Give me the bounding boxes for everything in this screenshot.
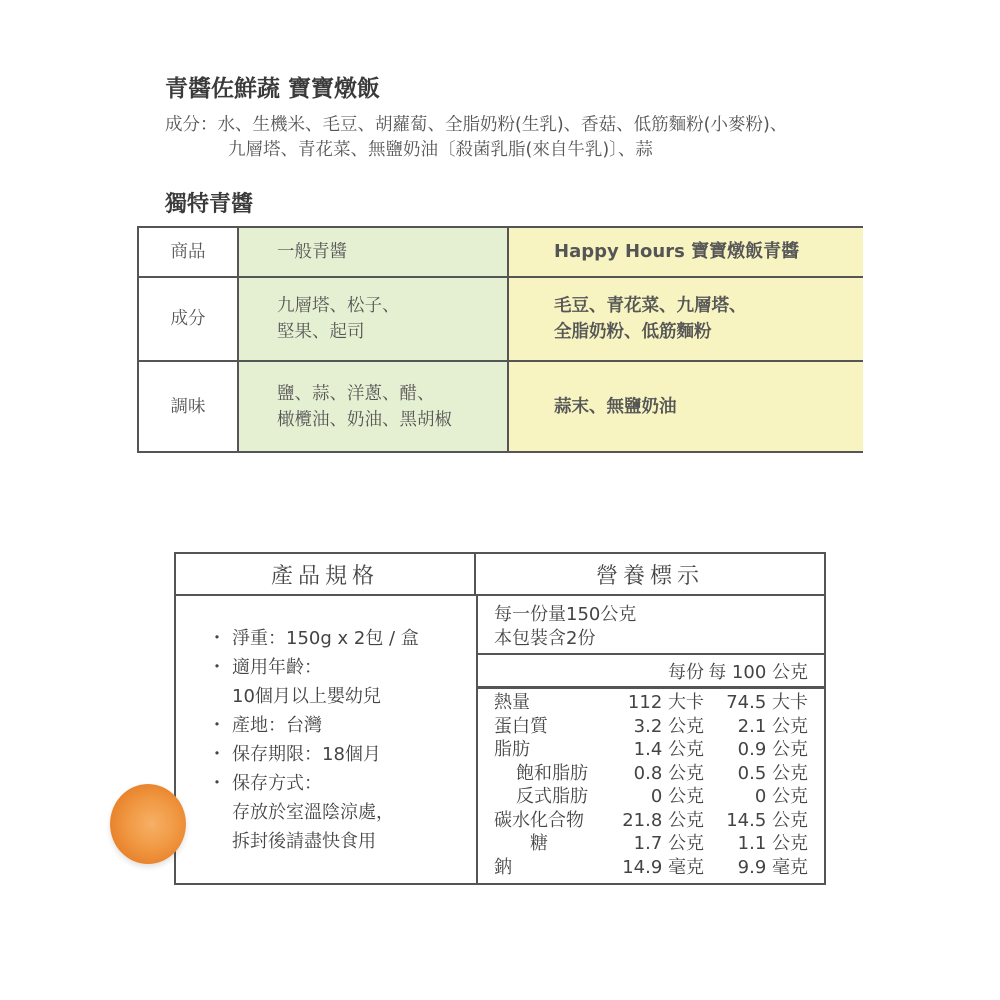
nutrient-name: 熱量	[494, 692, 530, 713]
bullet: ・	[208, 628, 226, 649]
happy-product-line: Happy Hours 寶寶燉飯青醬	[554, 241, 800, 262]
bullet: ・	[208, 773, 226, 794]
nutrition-header: 營養標示	[476, 554, 824, 596]
divider	[478, 653, 824, 655]
happy-ingredients-line: 全脂奶粉、低筋麵粉	[554, 322, 712, 342]
nutrient-value: 1.7 公克	[633, 833, 704, 854]
bullet: ・	[208, 657, 226, 678]
nutrient-value: 0 公克	[650, 786, 704, 807]
general-ingredients-line: 九層塔、松子、	[277, 296, 400, 316]
col-per-100g: 每 100 公克	[708, 662, 808, 683]
general-ingredients	[239, 278, 509, 362]
nutrient-value: 14.9 毫克	[622, 856, 704, 878]
spec-text: 存放於室溫陰涼處，	[232, 802, 394, 823]
general-seasoning	[239, 362, 509, 451]
per-serving-values	[596, 691, 704, 879]
nutrient-value: 14.5 公克	[726, 809, 808, 831]
spec-text: 保存期限：18個月	[232, 744, 381, 765]
nutrient-value: 0.9 公克	[737, 739, 808, 760]
nutrient-name: 鈉	[494, 856, 512, 878]
spec-text: 10個月以上嬰幼兒	[232, 686, 381, 707]
spec-text: 適用年齡：	[232, 657, 322, 678]
nutrient-value: 3.2 公克	[633, 715, 704, 737]
spec-item-shelf-life	[208, 740, 419, 769]
nutrient-names	[494, 691, 588, 879]
serving-size: 每一份量150公克	[494, 604, 637, 625]
general-seasoning-line: 橄欖油、奶油、黑胡椒	[277, 409, 452, 430]
happy-seasoning	[509, 362, 863, 451]
product-title: 青醬佐鮮蔬 寶寶燉飯	[165, 76, 381, 102]
general-product-line: 一般青醬	[277, 242, 347, 262]
spec-text: 保存方式：	[232, 773, 322, 794]
general-ingredients-line: 堅果、起司	[277, 322, 365, 342]
nutrient-name: 糖	[530, 833, 548, 854]
happy-product	[509, 228, 863, 278]
happy-ingredients-line: 毛豆、青花菜、九層塔、	[554, 296, 747, 316]
nutrient-value: 1.1 公克	[737, 833, 808, 854]
specs-list	[208, 624, 419, 856]
comparison-title: 獨特青醬	[165, 192, 254, 217]
happy-ingredients	[509, 278, 863, 362]
bullet: ・	[208, 715, 226, 736]
col-per-serving: 每份	[668, 662, 704, 683]
spec-text: 淨重：150g x 2包 / 盒	[232, 628, 419, 649]
divider-thick	[478, 686, 824, 689]
spec-nutrition-box	[174, 552, 826, 885]
spec-text: 拆封後請盡快食用	[232, 831, 376, 852]
comparison-table	[137, 226, 863, 453]
row-label-product: 商品	[139, 228, 239, 278]
general-seasoning-line: 鹽、蒜、洋蔥、醋、	[277, 383, 435, 404]
happy-seasoning-line: 蒜末、無鹽奶油	[554, 396, 677, 417]
nutrient-value: 112 大卡	[627, 692, 704, 713]
nutrient-value: 0 公克	[754, 786, 808, 807]
nutrient-value: 0.8 公克	[633, 762, 704, 784]
general-product	[239, 228, 509, 278]
servings-per-pack: 本包裝含2份	[494, 628, 596, 649]
bullet: ・	[208, 744, 226, 765]
spec-item-age	[208, 653, 419, 682]
specs-header: 產品規格	[176, 554, 476, 596]
spec-item-storage	[208, 769, 419, 798]
spec-item-weight	[208, 624, 419, 653]
nutrient-value: 21.8 公克	[622, 809, 704, 831]
row-label-seasoning: 調味	[139, 362, 239, 451]
nutrient-name: 碳水化合物	[494, 809, 584, 831]
nutrient-value: 1.4 公克	[633, 739, 704, 760]
per-100g-values	[706, 691, 808, 879]
nutrient-name: 飽和脂肪	[516, 762, 588, 784]
spec-text: 產地：台灣	[232, 715, 322, 736]
spec-item-origin	[208, 711, 419, 740]
nutrient-value: 74.5 大卡	[726, 692, 808, 713]
carrot-slice-image	[110, 784, 186, 864]
nutrient-name: 蛋白質	[494, 715, 548, 737]
nutrient-value: 0.5 公克	[737, 762, 808, 784]
row-label-ingredients: 成分	[139, 278, 239, 362]
nutrient-name: 反式脂肪	[516, 786, 588, 807]
nutrient-value: 2.1 公克	[737, 715, 808, 737]
nutrient-value: 9.9 毫克	[737, 856, 808, 878]
ingredients-line-2: 九層塔、青花菜、無鹽奶油〔殺菌乳脂(來自牛乳)〕、蒜	[228, 140, 653, 160]
nutrient-name: 脂肪	[494, 739, 530, 760]
column-divider	[476, 596, 478, 883]
ingredients-line-1: 成分：水、生機米、毛豆、胡蘿蔔、全脂奶粉(生乳)、香菇、低筋麵粉(小麥粉)、	[165, 115, 788, 135]
